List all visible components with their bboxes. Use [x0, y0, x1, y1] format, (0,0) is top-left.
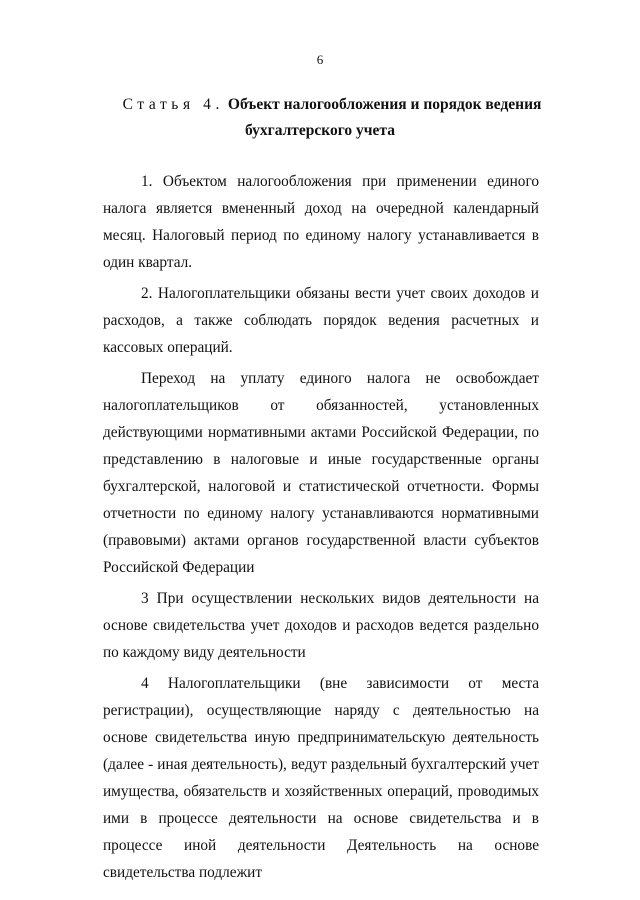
- article-label: Статья 4.: [122, 96, 225, 113]
- article-body: [103, 168, 539, 886]
- paragraph-4: 3 При осуществлении нескольких видов деятельности на основе свидетельства учет доходов и расходов ведется раздельно по каждому виду деятельности: [103, 590, 539, 661]
- paragraph-3: Переход на уплату единого налога не освобождает налогоплательщиков от обязанностей, установленных действующими нормативными актами Российской Федерации, по представлению в налоговые и иные государственные органы бухгалтерской, налоговой и статистической отчетности. Формы отчетности по единому налогу устанавливаются нормативными (правовыми) актами органов государственной власти субъектов Российской Федерации: [103, 370, 539, 576]
- paragraph-5: 4 Налогоплательщики (вне зависимости от места регистрации), осуществляющие наряду с деятельностью на основе свидетельства иную предпринимательскую деятельность (далее - иная деятельность), ведут раздельный бухгалтерский учет имущества, обязательств и хозяйственных операций, проводимых ими в процессе деятельности на основе свидетельства и в процессе иной деятельности Деятельность на основе свидетельства подлежит: [103, 675, 539, 881]
- article-title-line1: Объект налогообложения и порядок ведения: [227, 96, 542, 113]
- article-heading: [0, 91, 640, 119]
- paragraph-2: 2. Налогоплательщики обязаны вести учет своих доходов и расходов, а также соблюдать порядок ведения расчетных и кассовых операций.: [103, 285, 539, 356]
- paragraph-1: 1. Объектом налогообложения при применении единого налога является вмененный доход на очередной календарный месяц. Налоговый период по единому налогу устанавливается в один квартал.: [103, 173, 539, 271]
- article-title-line2: бухгалтерского учета: [245, 122, 395, 139]
- page-number: 6: [316, 52, 324, 67]
- article-heading-continued: [0, 117, 640, 145]
